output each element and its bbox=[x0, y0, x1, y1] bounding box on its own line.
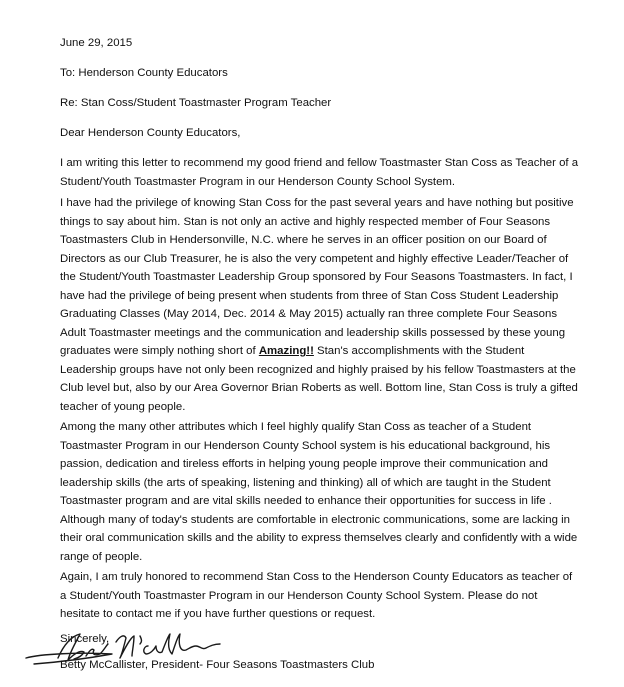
salutation: Dear Henderson County Educators, bbox=[60, 127, 241, 139]
signer-name: Betty McCallister, President- Four Seasons Toastmasters Club bbox=[60, 659, 375, 671]
paragraph-2 bbox=[60, 194, 580, 416]
paragraph-3: Among the many other attributes which I feel highly qualify Stan Coss as teacher of a Student Toastmaster Program in our Henderson County School system is his educational background, his passion, dedication and tireless efforts in helping young people improve their communication and leadership skills (the arts of speaking, listening and thinking) all of which are taught in the Student Toastmaster program and are vital skills needed to enhance their opportunities for success in life . Although many of today's students are comfortable in electronic communications, some are lacking in their oral communication skills and the ability to express themselves clearly and confidently with a wide range of people. bbox=[60, 421, 578, 563]
paragraph-4: Again, I am truly honored to recommend Stan Coss to the Henderson County Educators as teacher of a Student/Youth Toastmaster Program in our Henderson County School System. Please do not hesitate to contact me if you have further questions or request. bbox=[60, 571, 573, 620]
emphasis-amazing: Amazing!! bbox=[258, 345, 314, 357]
paragraph-1: I am writing this letter to recommend my good friend and fellow Toastmaster Stan Coss as Teacher of a Student/Youth Toastmaster Program in our Henderson County School System. bbox=[60, 157, 579, 188]
recipient-line: To: Henderson County Educators bbox=[60, 67, 228, 79]
paragraph-2-text-b: Stan's accomplishments with the Student Leadership groups have not only been recognized and highly praised by his fellow Toastmasters at the Club level but, also by our Area Governor Brian Roberts as well. Bottom line, Stan Coss is truly a gifted teacher of young people. bbox=[60, 345, 578, 413]
subject-line: Re: Stan Coss/Student Toastmaster Program Teacher bbox=[60, 97, 332, 109]
letter-date: June 29, 2015 bbox=[60, 37, 133, 49]
paragraph-2-text-a: I have had the privilege of knowing Stan Coss for the past several years and have nothing but positive things to say about him. Stan is not only an active and highly respected member of Four Seasons Toastmasters Club in Hendersonville, N.C. where he serves in an officer position on our Board of Directors as our Club Treasurer, he is also the very competent and highly effective Leader/Teacher of the Student/Youth Toastmaster Leadership Group sponsored by Four Seasons Toastmasters. In fact, I have had the privilege of being present when students from three of Stan Coss Student Leadership Graduating Classes (May 2014, Dec. 2014 & May 2015) actually ran three complete Four Seasons Adult Toastmaster meetings and the communication and leadership skills possessed by these young graduates were simply nothing short of bbox=[60, 197, 574, 357]
closing: Sincerely, bbox=[60, 633, 110, 645]
